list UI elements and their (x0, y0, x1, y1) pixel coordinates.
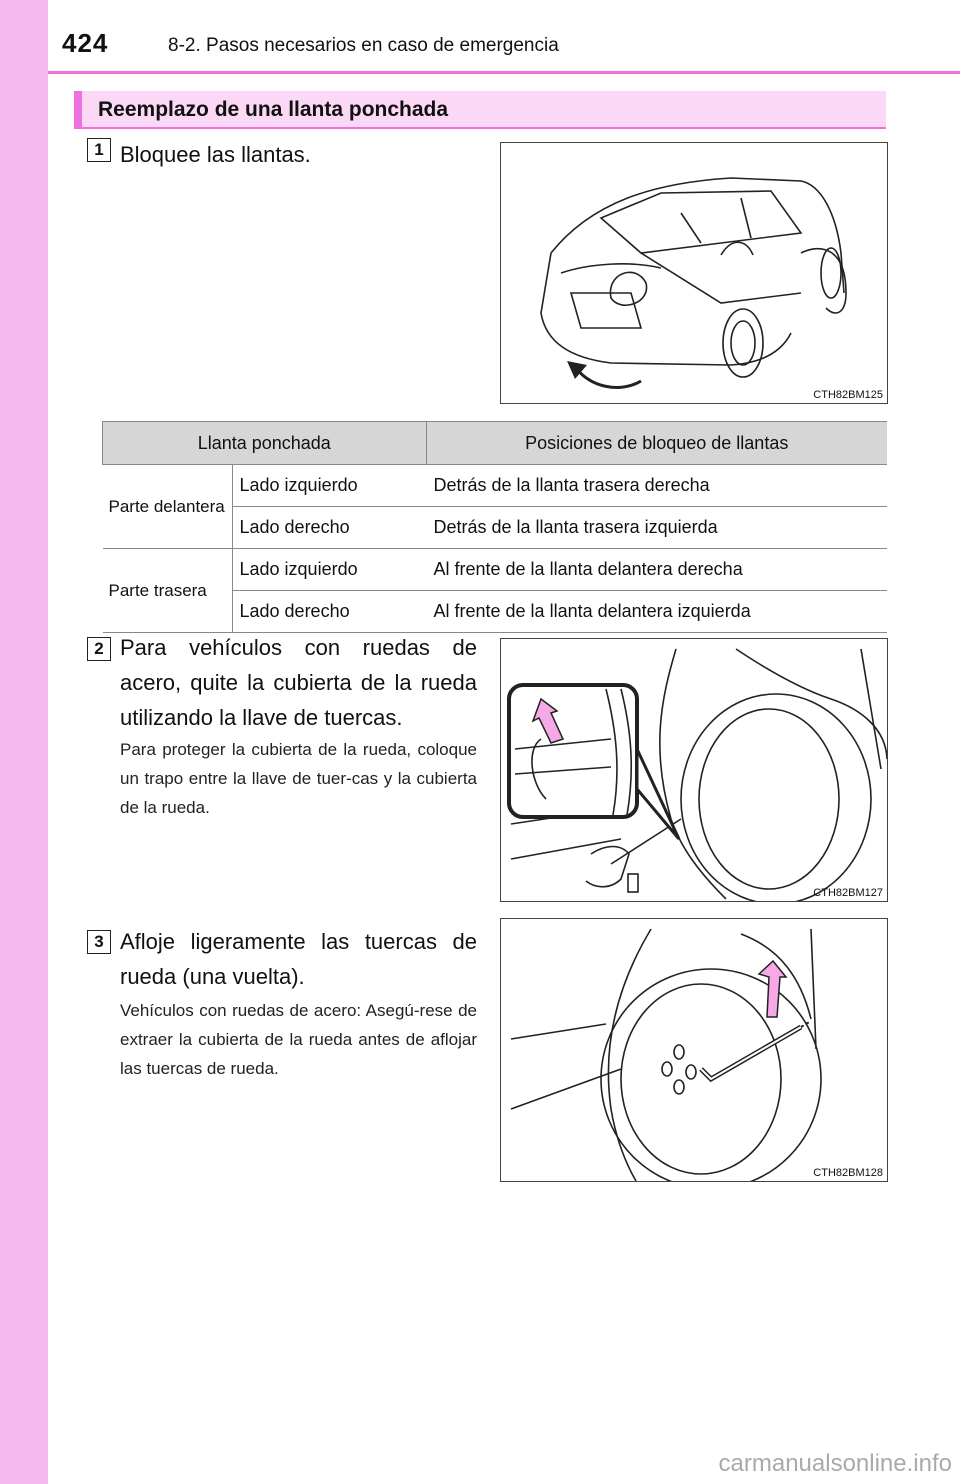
figure-code: CTH82BM128 (813, 1167, 883, 1179)
position-cell: Al frente de la llanta delantera izquierda (426, 591, 887, 633)
table-row (103, 549, 888, 591)
position-cell: Detrás de la llanta trasera izquierda (426, 507, 887, 549)
figure-code: CTH82BM127 (813, 887, 883, 899)
side-cell: Lado derecho (232, 507, 426, 549)
section-heading (74, 91, 886, 129)
step-number-3: 3 (87, 930, 111, 954)
figure-code: CTH82BM125 (813, 389, 883, 401)
side-color-strip (0, 0, 48, 1484)
side-cell: Lado derecho (232, 591, 426, 633)
section-title: Reemplazo de una llanta ponchada (98, 98, 449, 121)
step-2-heading: Para vehículos con ruedas de acero, quite la cubierta de la rueda utilizando la llave de tuercas. (120, 635, 477, 730)
step-3-heading: Afloje ligeramente las tuercas de rueda (una vuelta). (120, 929, 477, 989)
step-3-note: Vehículos con ruedas de acero: Asegú-rese de extraer la cubierta de la rueda antes de aflojar las tuercas de rueda. (120, 1001, 477, 1078)
header-divider (48, 71, 960, 74)
wheel-cover-illustration (501, 639, 887, 901)
watermark: carmanualsonline.info (718, 1450, 952, 1477)
table-header-flat-tire: Llanta ponchada (103, 422, 427, 465)
figure-loosen-nuts (500, 918, 888, 1182)
step-2-note: Para proteger la cubierta de la rueda, coloque un trapo entre la llave de tuer-cas y la cubierta de la rueda. (120, 740, 477, 817)
step-number-1: 1 (87, 138, 111, 162)
side-cell: Lado izquierdo (232, 465, 426, 507)
wheel-lock-table (102, 421, 887, 633)
step-number-2: 2 (87, 637, 111, 661)
table-row (103, 465, 888, 507)
position-cell: Detrás de la llanta trasera derecha (426, 465, 887, 507)
position-cell: Al frente de la llanta delantera derecha (426, 549, 887, 591)
table-header-lock-positions: Posiciones de bloqueo de llantas (426, 422, 887, 465)
table-header-row (103, 422, 888, 465)
figure-car-wheel-chock (500, 142, 888, 404)
group-label: Parte trasera (103, 549, 233, 633)
figure-remove-wheel-cover (500, 638, 888, 902)
chapter-title: 8-2. Pasos necesarios en caso de emergencia (168, 35, 559, 56)
section-divider (74, 127, 886, 129)
group-label: Parte delantera (103, 465, 233, 549)
car-front-illustration (501, 143, 887, 403)
lug-nut-illustration (501, 919, 887, 1181)
page-number: 424 (62, 28, 109, 58)
step-1-heading: Bloquee las llantas. (120, 142, 311, 167)
side-cell: Lado izquierdo (232, 549, 426, 591)
